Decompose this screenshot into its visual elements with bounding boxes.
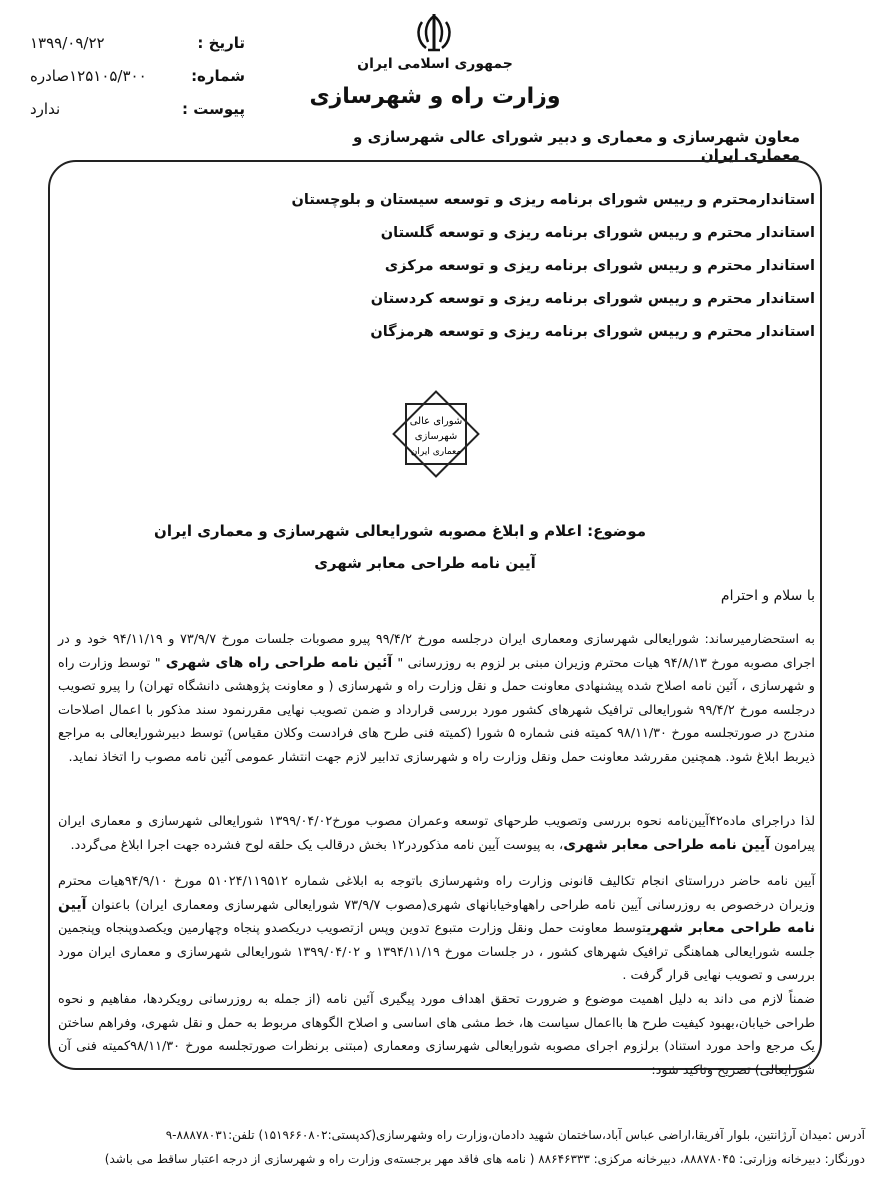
footer-fax: دورنگار: دبیرخانه وزارتی: ۸۸۸۷۸۰۴۵، دبیرخانه مرکزی: ۸۸۶۴۶۳۳۳ ( نامه های فاقد مهر برجسته‌ی وزارت راه و شهرسازی از درجه اعتبار ساقط می باشد) bbox=[104, 1152, 865, 1166]
number-value: ۱۲۵۱۰۵/۳۰۰صادره bbox=[30, 66, 147, 85]
date-row bbox=[30, 26, 245, 59]
greeting: با سلام و احترام bbox=[720, 588, 815, 604]
paragraph-text: به استحضارمیرساند: شورایعالی شهرسازی ومعماری ایران درجلسه مورخ ۹۹/۴/۲ پیرو مصوبات جلسات مورخ ۷۳/۹/۷ و ۹۴/۱۱/۱۹ خود و در اجرای مصوبه مورخ ۹۴/۸/۱۳ هیات محترم وزیران مبنی بر لزوم به روزرسانی " bbox=[58, 632, 815, 671]
regulation-title: آئین نامه طراحی راه های شهری bbox=[160, 654, 398, 671]
addressee-line: استاندار محترم و رییس شورای برنامه ریزی و توسعه گلستان bbox=[380, 225, 815, 241]
paragraph-text: لذا دراجرای ماده۴۲آیین‌نامه نحوه بررسی وتصویب طرحهای توسعه وعمران مصوب مورخ۱۳۹۹/۰۴/۰۲ شورایعالی شهرسازی و معماری ایران پیرامون bbox=[58, 814, 815, 853]
attachment-value: ندارد bbox=[30, 99, 61, 118]
paragraph-text: توسط معاونت حمل ونقل وزارت متبوع تدوین وپس ازتصویب دریکصدو پنجاه وچهارمین ویکصدوپنجاه وپنجمین جلسه شورایعالی هماهنگی ترافیک شهرهای کشور ، در جلسات مورخ ۱۳۹۴/۱۱/۱۹ و ۱۳۹۹/۰۴/۰۲ شورایعالی شهرسازی و معماری ایران مورد بررسی و تصویب نهایی قرار گرفت . bbox=[58, 921, 815, 983]
paragraph-text: " توسط وزارت راه و شهرسازی ، آئین نامه اصلاح شده پیشنهادی معاونت حمل و نقل وزارت راه و شهرسازی ( و معاونت پژوهشی دانشگاه تهران) را پیرو تصویب درجلسه مورخ ۹۹/۴/۲ شورایعالی ترافیک شهرهای کشور مورد بررسی قرارداد و ضمن تصویب نهایی مقررنمود سند مذکور با اعمال اصلاحات مندرج در صورتجلسه مورخ ۹۸/۱۱/۳۰ کمیته فنی شماره ۵ شورا (کمیته فنی طرح های فرادست وکلان مقیاس) توسط دبیرشورایعالی به مراجع ذیربط ابلاغ شود. همچنین مقررشد معاونت حمل ونقل وزارت راه و شهرسازی تدابیر لازم جهت انتشار عمومی آئین نامه مصوب را اتخاذ نماید. bbox=[58, 655, 816, 765]
ministry-name: وزارت راه و شهرسازی bbox=[309, 84, 561, 109]
subject-line: موضوع: اعلام و ابلاغ مصوبه شورایعالی شهرسازی و معماری ایران bbox=[154, 522, 646, 540]
addressee-line: استاندار محترم و رییس شورای برنامه ریزی و توسعه کردستان bbox=[370, 291, 815, 307]
attachment-row bbox=[30, 92, 245, 125]
date-label: تاریخ : bbox=[197, 33, 245, 52]
body-paragraph bbox=[58, 870, 815, 988]
addressee-line: استاندار محترم و رییس شورای برنامه ریزی و توسعه مرکزی bbox=[384, 258, 815, 274]
government-name: جمهوری اسلامی ایران bbox=[357, 56, 513, 72]
paragraph-text: ، به پیوست آیین نامه مذکوردر۱۲ بخش درقالب یک حلقه لوح فشرده جهت اجرا ابلاغ می‌گردد. bbox=[70, 837, 564, 853]
addressee-list bbox=[175, 184, 815, 349]
date-value: ۱۳۹۹/۰۹/۲۲ bbox=[30, 33, 105, 52]
paragraph-text: آیین نامه حاضر درراستای انجام تکالیف قانونی وزارت راه وشهرسازی باتوجه به ابلاغی شماره ۵۱۰۲۴/۱۱۹۵۱۲ مورخ ۹۴/۹/۱۰هیات محترم وزیران درخصوص به روزرسانی آیین نامه طراحی راههاوخیابانهای شهری(مصوب ۷۳/۹/۷ شورایعالی شهرسازی ومعماری ایران) باعنوان bbox=[58, 874, 815, 913]
logo-text: شورای عالی bbox=[409, 416, 463, 427]
body-paragraph bbox=[58, 810, 815, 857]
addressee-line: استاندارمحترم و رییس شورای برنامه ریزی و توسعه سیستان و بلوچستان bbox=[291, 192, 815, 208]
deputy-title: معاون شهرسازی و معماری و دبیر شورای عالی شهرسازی و معماری ایران bbox=[353, 128, 800, 164]
number-row bbox=[30, 59, 245, 92]
attachment-label: پیوست : bbox=[181, 99, 245, 118]
regulation-title: آیین نامه طراحی معابر شهری bbox=[563, 836, 771, 853]
subject-title: آیین نامه طراحی معابر شهری bbox=[314, 554, 536, 572]
council-logo bbox=[384, 382, 488, 486]
number-label: شماره: bbox=[191, 66, 245, 85]
regulation-title: آیین نامه طراحی معابر شهری bbox=[58, 896, 815, 936]
body-paragraph: ضمناً لازم می داند به دلیل اهمیت موضوع و ضرورت تحقق اهداف مورد پیگیری آئین نامه (از جمله به روزرسانی رویکردها، مفاهیم و نحوه طراحی خیابان،بهبود کیفیت طرح ها بااعمال سیاست ها، خط مشی های اساسی و اصلاح الگوهای مربوط به حمل و نقل شهری، وفراهم ساختن یک مرجع واحد مورد استناد) برلزوم اجرای مصوبه شورایعالی شهرسازی ومعماری (مبتنی برنظرات صورتجلسه مورخ ۹۸/۱۱/۳۰کمیته فنی آن شورایعالی) تصریح وتاکید شود: bbox=[58, 992, 815, 1078]
logo-text: شهرسازی bbox=[414, 431, 458, 442]
addressee-line: استاندار محترم و رییس شورای برنامه ریزی و توسعه هرمزگان bbox=[370, 324, 815, 340]
logo-text: معماری ایران bbox=[410, 447, 462, 457]
iran-emblem-icon bbox=[412, 12, 456, 56]
footer-address: آدرس :میدان آرژانتین، بلوار آفریقا،اراضی عباس آباد،ساختمان شهید دادمان،وزارت راه وشهرسازی(کدپستی:۱۵۱۹۶۶۰۸۰۲) تلفن:۸۸۸۷۸۰۳۱-۹ bbox=[165, 1128, 865, 1142]
body-paragraph bbox=[58, 628, 815, 769]
letter-metadata bbox=[30, 26, 245, 125]
